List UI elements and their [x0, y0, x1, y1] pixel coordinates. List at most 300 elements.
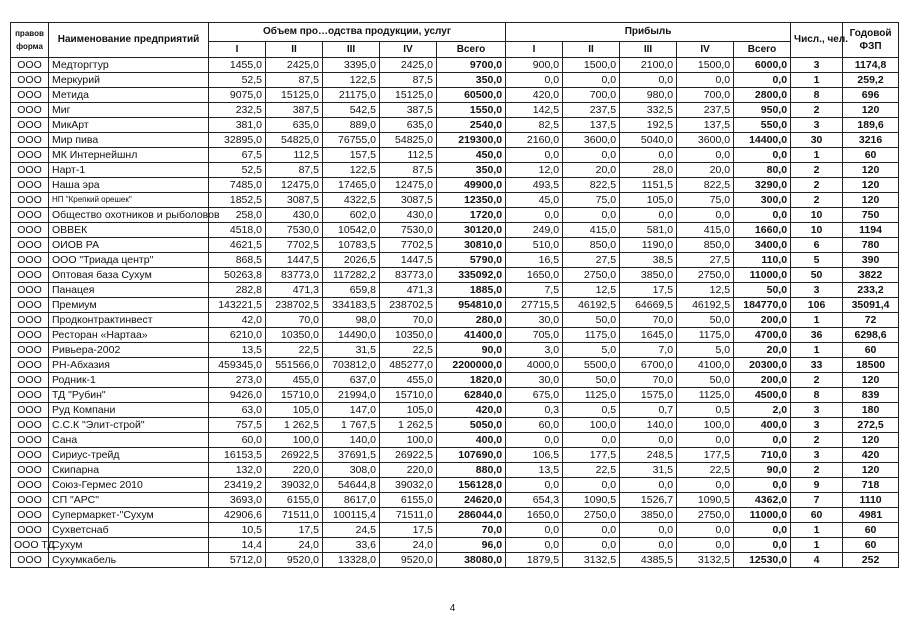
table-row [11, 433, 899, 448]
cell-profit-total: 184770,0 [734, 298, 791, 313]
cell-profit-q4: 0,5 [677, 403, 734, 418]
cell-volume-q3: 140,0 [323, 433, 380, 448]
cell-payroll: 120 [843, 193, 899, 208]
cell-volume-total: 62840,0 [437, 388, 506, 403]
cell-employees: 10 [791, 223, 843, 238]
cell-profit-total: 0,0 [734, 433, 791, 448]
cell-profit-q2: 237,5 [563, 103, 620, 118]
cell-profit-q2: 0,0 [563, 433, 620, 448]
cell-profit-q2: 50,0 [563, 313, 620, 328]
cell-profit-q3: 0,0 [620, 538, 677, 553]
cell-name: Сириус-трейд [49, 448, 209, 463]
cell-volume-q3: 334183,5 [323, 298, 380, 313]
cell-profit-q1: 249,0 [506, 223, 563, 238]
cell-profit-q2: 46192,5 [563, 298, 620, 313]
cell-profit-q1: 0,0 [506, 208, 563, 223]
cell-profit-q1: 0,0 [506, 523, 563, 538]
cell-volume-q2: 635,0 [266, 118, 323, 133]
cell-employees: 8 [791, 388, 843, 403]
cell-profit-q4: 0,0 [677, 538, 734, 553]
cell-profit-total: 200,0 [734, 313, 791, 328]
cell-form: ООО [11, 403, 49, 418]
cell-volume-q4: 105,0 [380, 403, 437, 418]
cell-volume-q1: 232,5 [209, 103, 266, 118]
cell-profit-q4: 2750,0 [677, 508, 734, 523]
cell-volume-total: 280,0 [437, 313, 506, 328]
cell-employees: 5 [791, 253, 843, 268]
cell-profit-total: 0,0 [734, 538, 791, 553]
cell-employees: 3 [791, 118, 843, 133]
cell-volume-q4: 17,5 [380, 523, 437, 538]
cell-payroll: 390 [843, 253, 899, 268]
sub-profit-q1: I [506, 42, 563, 58]
cell-volume-q4: 430,0 [380, 208, 437, 223]
cell-volume-q2: 17,5 [266, 523, 323, 538]
cell-payroll: 839 [843, 388, 899, 403]
col-payroll-header: Годовой ФЗП [843, 23, 899, 58]
cell-volume-q1: 143221,5 [209, 298, 266, 313]
cell-profit-q4: 700,0 [677, 88, 734, 103]
sub-volume-total: Всего [437, 42, 506, 58]
cell-volume-q2: 1447,5 [266, 253, 323, 268]
report-table-wrapper [10, 22, 899, 568]
cell-name: Сухум [49, 538, 209, 553]
cell-volume-q1: 459345,0 [209, 358, 266, 373]
cell-volume-total: 38080,0 [437, 553, 506, 568]
cell-form: ООО [11, 508, 49, 523]
cell-name: Продконтрактинвест [49, 313, 209, 328]
cell-payroll: 259,2 [843, 73, 899, 88]
cell-form: ООО [11, 313, 49, 328]
cell-name: Премиум [49, 298, 209, 313]
cell-profit-q3: 332,5 [620, 103, 677, 118]
cell-payroll: 180 [843, 403, 899, 418]
cell-employees: 30 [791, 133, 843, 148]
cell-volume-q4: 112,5 [380, 148, 437, 163]
cell-volume-total: 107690,0 [437, 448, 506, 463]
cell-profit-q1: 0,3 [506, 403, 563, 418]
cell-profit-q2: 3600,0 [563, 133, 620, 148]
cell-form: ООО [11, 148, 49, 163]
cell-profit-q3: 0,0 [620, 148, 677, 163]
cell-name: Панацея [49, 283, 209, 298]
cell-name: Метида [49, 88, 209, 103]
cell-payroll: 120 [843, 373, 899, 388]
cell-profit-q3: 0,0 [620, 73, 677, 88]
page-number: 4 [449, 603, 456, 614]
cell-profit-q3: 2100,0 [620, 58, 677, 73]
cell-profit-q4: 237,5 [677, 103, 734, 118]
cell-employees: 2 [791, 193, 843, 208]
cell-volume-total: 420,0 [437, 403, 506, 418]
cell-employees: 2 [791, 103, 843, 118]
sub-profit-total: Всего [734, 42, 791, 58]
cell-employees: 60 [791, 508, 843, 523]
cell-profit-q4: 0,0 [677, 148, 734, 163]
cell-profit-total: 6000,0 [734, 58, 791, 73]
cell-payroll: 120 [843, 178, 899, 193]
sub-volume-q4: IV [380, 42, 437, 58]
cell-profit-q4: 0,0 [677, 523, 734, 538]
cell-name: ТД "Рубин" [49, 388, 209, 403]
cell-volume-q4: 71511,0 [380, 508, 437, 523]
cell-volume-q4: 70,0 [380, 313, 437, 328]
cell-profit-q4: 100,0 [677, 418, 734, 433]
cell-profit-q4: 415,0 [677, 223, 734, 238]
cell-profit-q4: 50,0 [677, 313, 734, 328]
cell-profit-q4: 850,0 [677, 238, 734, 253]
cell-volume-q1: 52,5 [209, 73, 266, 88]
sub-volume-q2: II [266, 42, 323, 58]
cell-volume-q4: 87,5 [380, 163, 437, 178]
cell-payroll: 750 [843, 208, 899, 223]
cell-profit-q3: 5040,0 [620, 133, 677, 148]
cell-profit-q4: 0,0 [677, 208, 734, 223]
cell-volume-q3: 8617,0 [323, 493, 380, 508]
cell-profit-total: 90,0 [734, 463, 791, 478]
cell-volume-q3: 24,5 [323, 523, 380, 538]
cell-volume-q3: 147,0 [323, 403, 380, 418]
table-row [11, 328, 899, 343]
cell-volume-q3: 21175,0 [323, 88, 380, 103]
cell-name: МикАрт [49, 118, 209, 133]
cell-volume-q1: 273,0 [209, 373, 266, 388]
cell-profit-q1: 106,5 [506, 448, 563, 463]
table-row [11, 148, 899, 163]
cell-profit-q3: 0,0 [620, 433, 677, 448]
cell-form: ООО [11, 298, 49, 313]
cell-form: ООО [11, 523, 49, 538]
cell-profit-q2: 0,0 [563, 73, 620, 88]
cell-name: НП "Крепкий орешек" [49, 193, 209, 208]
cell-profit-total: 0,0 [734, 478, 791, 493]
cell-volume-q1: 1455,0 [209, 58, 266, 73]
cell-profit-q4: 1175,0 [677, 328, 734, 343]
cell-volume-q2: 71511,0 [266, 508, 323, 523]
cell-profit-q1: 510,0 [506, 238, 563, 253]
cell-volume-q3: 602,0 [323, 208, 380, 223]
cell-profit-total: 14400,0 [734, 133, 791, 148]
cell-payroll: 120 [843, 163, 899, 178]
cell-volume-q4: 1447,5 [380, 253, 437, 268]
cell-payroll: 60 [843, 148, 899, 163]
cell-name: Ривьера-2002 [49, 343, 209, 358]
cell-profit-total: 3290,0 [734, 178, 791, 193]
cell-form: ООО [11, 283, 49, 298]
cell-profit-total: 2800,0 [734, 88, 791, 103]
cell-profit-q1: 0,0 [506, 538, 563, 553]
cell-profit-q2: 1090,5 [563, 493, 620, 508]
cell-volume-q3: 14490,0 [323, 328, 380, 343]
cell-volume-q2: 10350,0 [266, 328, 323, 343]
cell-profit-q2: 850,0 [563, 238, 620, 253]
cell-employees: 3 [791, 418, 843, 433]
cell-profit-q3: 7,0 [620, 343, 677, 358]
cell-profit-q3: 28,0 [620, 163, 677, 178]
table-row [11, 418, 899, 433]
cell-name: Ресторан «Нартаа» [49, 328, 209, 343]
cell-form: ООО [11, 193, 49, 208]
cell-payroll: 120 [843, 463, 899, 478]
cell-volume-q4: 2425,0 [380, 58, 437, 73]
cell-profit-total: 110,0 [734, 253, 791, 268]
cell-profit-total: 0,0 [734, 148, 791, 163]
sub-profit-q2: II [563, 42, 620, 58]
cell-profit-q4: 12,5 [677, 283, 734, 298]
cell-profit-q3: 6700,0 [620, 358, 677, 373]
cell-profit-q1: 30,0 [506, 313, 563, 328]
cell-name: РН-Абхазия [49, 358, 209, 373]
cell-profit-q4: 0,0 [677, 73, 734, 88]
cell-volume-q4: 10350,0 [380, 328, 437, 343]
cell-profit-total: 20300,0 [734, 358, 791, 373]
cell-name: СП "АРС" [49, 493, 209, 508]
cell-volume-q4: 485277,0 [380, 358, 437, 373]
cell-employees: 9 [791, 478, 843, 493]
cell-employees: 4 [791, 553, 843, 568]
cell-volume-q4: 24,0 [380, 538, 437, 553]
cell-employees: 36 [791, 328, 843, 343]
cell-profit-q1: 3,0 [506, 343, 563, 358]
cell-volume-q3: 122,5 [323, 163, 380, 178]
table-row [11, 403, 899, 418]
cell-profit-total: 0,0 [734, 208, 791, 223]
cell-profit-q4: 2750,0 [677, 268, 734, 283]
cell-profit-q3: 140,0 [620, 418, 677, 433]
cell-volume-q2: 87,5 [266, 73, 323, 88]
cell-profit-q1: 0,0 [506, 148, 563, 163]
sub-profit-q4: IV [677, 42, 734, 58]
cell-profit-total: 2,0 [734, 403, 791, 418]
cell-volume-total: 12350,0 [437, 193, 506, 208]
cell-volume-q1: 50263,8 [209, 268, 266, 283]
cell-form: ООО [11, 253, 49, 268]
cell-volume-total: 41400,0 [437, 328, 506, 343]
cell-volume-q2: 9520,0 [266, 553, 323, 568]
cell-employees: 33 [791, 358, 843, 373]
cell-volume-total: 24620,0 [437, 493, 506, 508]
table-row [11, 313, 899, 328]
cell-profit-total: 0,0 [734, 73, 791, 88]
cell-volume-q4: 9520,0 [380, 553, 437, 568]
cell-volume-q2: 6155,0 [266, 493, 323, 508]
cell-volume-q3: 13328,0 [323, 553, 380, 568]
cell-volume-q3: 2026,5 [323, 253, 380, 268]
cell-profit-q4: 137,5 [677, 118, 734, 133]
cell-profit-q3: 17,5 [620, 283, 677, 298]
cell-profit-q1: 493,5 [506, 178, 563, 193]
cell-volume-total: 9700,0 [437, 58, 506, 73]
cell-volume-total: 2540,0 [437, 118, 506, 133]
cell-profit-total: 4362,0 [734, 493, 791, 508]
cell-name: Наша эра [49, 178, 209, 193]
cell-volume-q3: 98,0 [323, 313, 380, 328]
cell-employees: 50 [791, 268, 843, 283]
cell-volume-q3: 10783,5 [323, 238, 380, 253]
cell-volume-q3: 21994,0 [323, 388, 380, 403]
cell-form: ООО [11, 388, 49, 403]
cell-volume-q1: 10,5 [209, 523, 266, 538]
cell-volume-q1: 381,0 [209, 118, 266, 133]
cell-profit-q4: 20,0 [677, 163, 734, 178]
cell-profit-q3: 64669,5 [620, 298, 677, 313]
cell-volume-q2: 15710,0 [266, 388, 323, 403]
cell-volume-q3: 1 767,5 [323, 418, 380, 433]
cell-volume-q3: 308,0 [323, 463, 380, 478]
cell-form: ООО [11, 493, 49, 508]
cell-profit-q1: 1650,0 [506, 508, 563, 523]
cell-name: Миг [49, 103, 209, 118]
cell-volume-total: 1885,0 [437, 283, 506, 298]
cell-form: ООО [11, 478, 49, 493]
cell-volume-q4: 6155,0 [380, 493, 437, 508]
cell-form: ООО [11, 163, 49, 178]
cell-volume-total: 1550,0 [437, 103, 506, 118]
cell-volume-q3: 54644,8 [323, 478, 380, 493]
cell-volume-q1: 132,0 [209, 463, 266, 478]
cell-profit-q2: 0,0 [563, 148, 620, 163]
cell-profit-q2: 1500,0 [563, 58, 620, 73]
cell-employees: 1 [791, 343, 843, 358]
cell-volume-q1: 60,0 [209, 433, 266, 448]
cell-volume-q2: 238702,5 [266, 298, 323, 313]
cell-profit-q2: 700,0 [563, 88, 620, 103]
cell-profit-q4: 1500,0 [677, 58, 734, 73]
cell-volume-q4: 3087,5 [380, 193, 437, 208]
cell-volume-q2: 24,0 [266, 538, 323, 553]
table-row [11, 178, 899, 193]
cell-profit-q4: 75,0 [677, 193, 734, 208]
cell-volume-total: 219300,0 [437, 133, 506, 148]
col-volume-header: Объем про…одства продукции, услуг [209, 23, 506, 42]
cell-volume-q1: 5712,0 [209, 553, 266, 568]
cell-profit-q2: 5500,0 [563, 358, 620, 373]
cell-profit-q1: 4000,0 [506, 358, 563, 373]
cell-profit-q3: 1575,0 [620, 388, 677, 403]
cell-volume-total: 96,0 [437, 538, 506, 553]
cell-profit-total: 80,0 [734, 163, 791, 178]
col-form-header: правов форма [11, 23, 49, 58]
cell-volume-q4: 471,3 [380, 283, 437, 298]
cell-payroll: 120 [843, 433, 899, 448]
cell-volume-total: 5050,0 [437, 418, 506, 433]
cell-profit-q4: 3600,0 [677, 133, 734, 148]
cell-profit-q4: 1125,0 [677, 388, 734, 403]
cell-profit-q3: 3850,0 [620, 508, 677, 523]
cell-form: ООО [11, 73, 49, 88]
table-row [11, 58, 899, 73]
cell-payroll: 696 [843, 88, 899, 103]
table-row [11, 298, 899, 313]
cell-profit-q1: 1650,0 [506, 268, 563, 283]
cell-volume-total: 286044,0 [437, 508, 506, 523]
cell-profit-q3: 0,0 [620, 208, 677, 223]
table-row [11, 238, 899, 253]
cell-form: ООО [11, 268, 49, 283]
cell-volume-q1: 9075,0 [209, 88, 266, 103]
cell-volume-total: 70,0 [437, 523, 506, 538]
cell-volume-q2: 220,0 [266, 463, 323, 478]
cell-volume-q2: 39032,0 [266, 478, 323, 493]
table-row [11, 358, 899, 373]
cell-profit-q1: 16,5 [506, 253, 563, 268]
cell-profit-q1: 420,0 [506, 88, 563, 103]
cell-volume-q2: 26922,5 [266, 448, 323, 463]
cell-payroll: 233,2 [843, 283, 899, 298]
cell-employees: 3 [791, 448, 843, 463]
cell-profit-q2: 0,5 [563, 403, 620, 418]
cell-volume-q2: 471,3 [266, 283, 323, 298]
cell-volume-q1: 13,5 [209, 343, 266, 358]
cell-volume-total: 30120,0 [437, 223, 506, 238]
cell-volume-q1: 14,4 [209, 538, 266, 553]
cell-profit-total: 11000,0 [734, 508, 791, 523]
cell-profit-q1: 27715,5 [506, 298, 563, 313]
sub-volume-q3: III [323, 42, 380, 58]
cell-profit-q4: 0,0 [677, 433, 734, 448]
table-row [11, 223, 899, 238]
cell-employees: 2 [791, 463, 843, 478]
cell-volume-total: 880,0 [437, 463, 506, 478]
cell-form: ООО [11, 373, 49, 388]
cell-profit-q4: 0,0 [677, 478, 734, 493]
cell-name: ОИОВ РА [49, 238, 209, 253]
cell-volume-q1: 52,5 [209, 163, 266, 178]
cell-form: ООО [11, 358, 49, 373]
cell-name: Скипарна [49, 463, 209, 478]
cell-form: ООО [11, 328, 49, 343]
cell-volume-total: 350,0 [437, 73, 506, 88]
cell-name: Нарт-1 [49, 163, 209, 178]
cell-volume-q2: 1 262,5 [266, 418, 323, 433]
cell-profit-q3: 248,5 [620, 448, 677, 463]
cell-name: Сухветснаб [49, 523, 209, 538]
cell-volume-q2: 70,0 [266, 313, 323, 328]
cell-profit-q4: 822,5 [677, 178, 734, 193]
cell-volume-q2: 112,5 [266, 148, 323, 163]
cell-form: ООО [11, 88, 49, 103]
cell-profit-q3: 581,0 [620, 223, 677, 238]
cell-volume-q4: 1 262,5 [380, 418, 437, 433]
cell-volume-q2: 2425,0 [266, 58, 323, 73]
cell-employees: 2 [791, 178, 843, 193]
table-row [11, 553, 899, 568]
cell-profit-q3: 980,0 [620, 88, 677, 103]
cell-profit-q3: 0,7 [620, 403, 677, 418]
cell-payroll: 1110 [843, 493, 899, 508]
cell-volume-q4: 22,5 [380, 343, 437, 358]
cell-profit-total: 400,0 [734, 418, 791, 433]
cell-profit-q3: 1151,5 [620, 178, 677, 193]
cell-volume-q4: 455,0 [380, 373, 437, 388]
cell-profit-q1: 13,5 [506, 463, 563, 478]
cell-name: МК Интернейшнл [49, 148, 209, 163]
cell-profit-q2: 0,0 [563, 538, 620, 553]
cell-profit-q3: 1190,0 [620, 238, 677, 253]
cell-profit-q2: 5,0 [563, 343, 620, 358]
cell-payroll: 780 [843, 238, 899, 253]
cell-employees: 1 [791, 148, 843, 163]
cell-volume-q2: 430,0 [266, 208, 323, 223]
sub-volume-q1: I [209, 42, 266, 58]
cell-volume-q1: 868,5 [209, 253, 266, 268]
cell-name: Союз-Гермес 2010 [49, 478, 209, 493]
cell-profit-total: 12530,0 [734, 553, 791, 568]
cell-form: ООО [11, 178, 49, 193]
cell-profit-q1: 30,0 [506, 373, 563, 388]
cell-volume-q3: 703812,0 [323, 358, 380, 373]
cell-profit-q1: 900,0 [506, 58, 563, 73]
